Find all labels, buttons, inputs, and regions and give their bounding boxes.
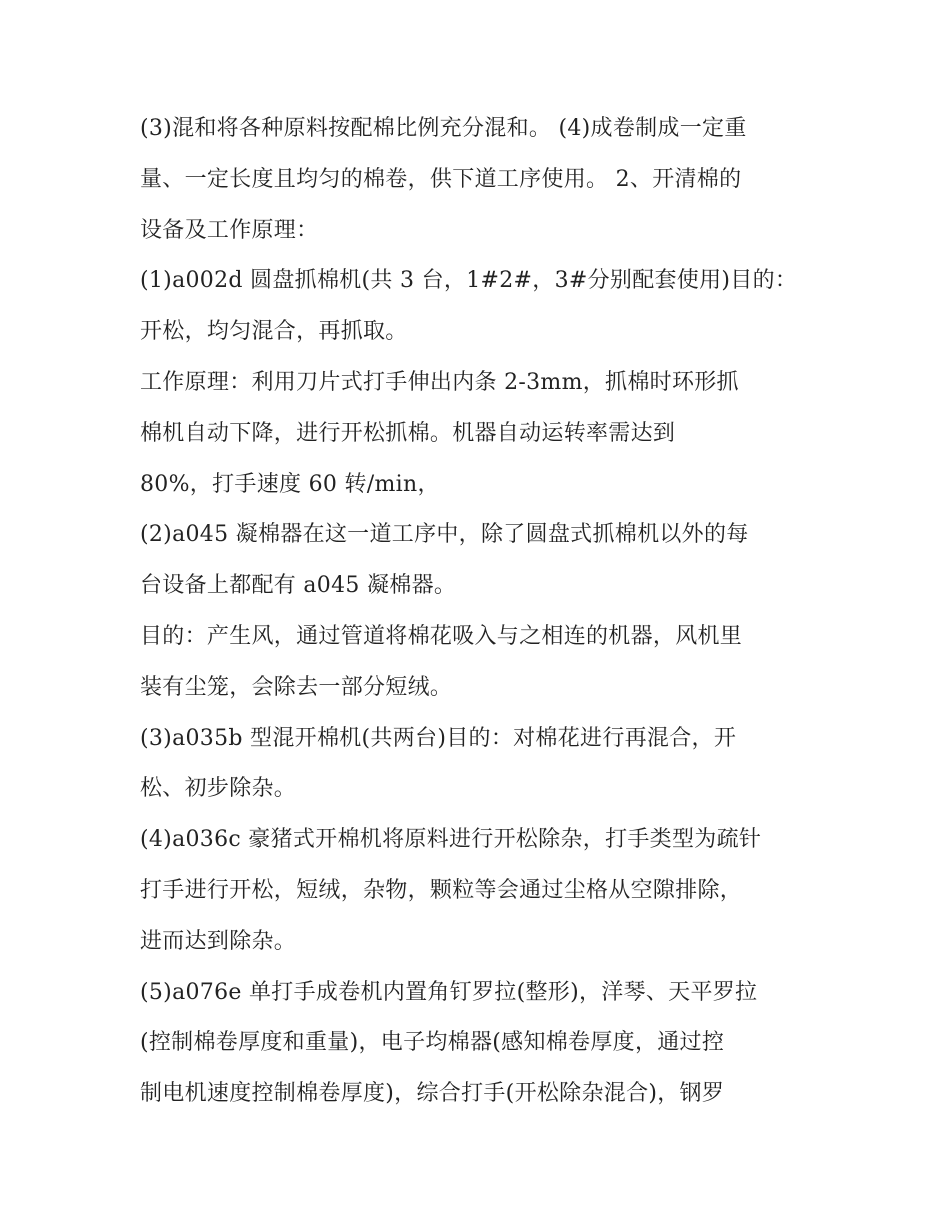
document-body — [140, 104, 840, 1120]
text-line: 工作原理：利用刀片式打手伸出内条 2-3mm，抓棉时环形抓 — [140, 369, 739, 395]
text-line: (3)混和将各种原料按配棉比例充分混和。 (4)成卷制成一定重 — [140, 116, 747, 141]
text-line: (4)a036c 豪猪式开棉机将原料进行开松除杂，打手类型为疏针 — [140, 827, 762, 853]
text-line: 台设备上都配有 a045 凝棉器。 — [140, 573, 457, 599]
text-line: (3)a035b 型混开棉机(共两台)目的：对棉花进行再混合，开 — [140, 725, 737, 751]
text-line: 目的：产生风，通过管道将棉花吸入与之相连的机器，风机里 — [140, 623, 743, 649]
text-line: 设备及工作原理： — [140, 217, 319, 243]
text-line: (2)a045 凝棉器在这一道工序中，除了圆盘式抓棉机以外的每 — [140, 522, 749, 548]
text-line: (5)a076e 单打手成卷机内置角钉罗拉(整形)，洋琴、天平罗拉 — [140, 979, 758, 1005]
text-line: 棉机自动下降，进行开松抓棉。机器自动运转率需达到 — [140, 420, 676, 446]
text-line: 装有尘笼，会除去一部分短绒。 — [140, 674, 453, 700]
text-line: 开松，均匀混合，再抓取。 — [140, 319, 408, 345]
text-line: 80%，打手速度 60 转/min， — [140, 471, 440, 497]
text-line: 进而达到除杂。 — [140, 928, 297, 954]
text-line: 打手进行开松，短绒，杂物，颗粒等会通过尘格从空隙排除， — [140, 877, 743, 903]
text-line: (1)a002d 圆盘抓棉机(共 3 台，1#2#，3#分别配套使用)目的： — [140, 268, 798, 294]
text-line: 制电机速度控制棉卷厚度)，综合打手(开松除杂混合)，钢罗 — [140, 1081, 725, 1107]
text-line: 松、初步除杂。 — [140, 776, 297, 802]
text-line: 量、一定长度且均匀的棉卷，供下道工序使用。 2、开清棉的 — [140, 166, 742, 192]
text-line: (控制棉卷厚度和重量)，电子均棉器(感知棉卷厚度，通过控 — [140, 1030, 725, 1056]
